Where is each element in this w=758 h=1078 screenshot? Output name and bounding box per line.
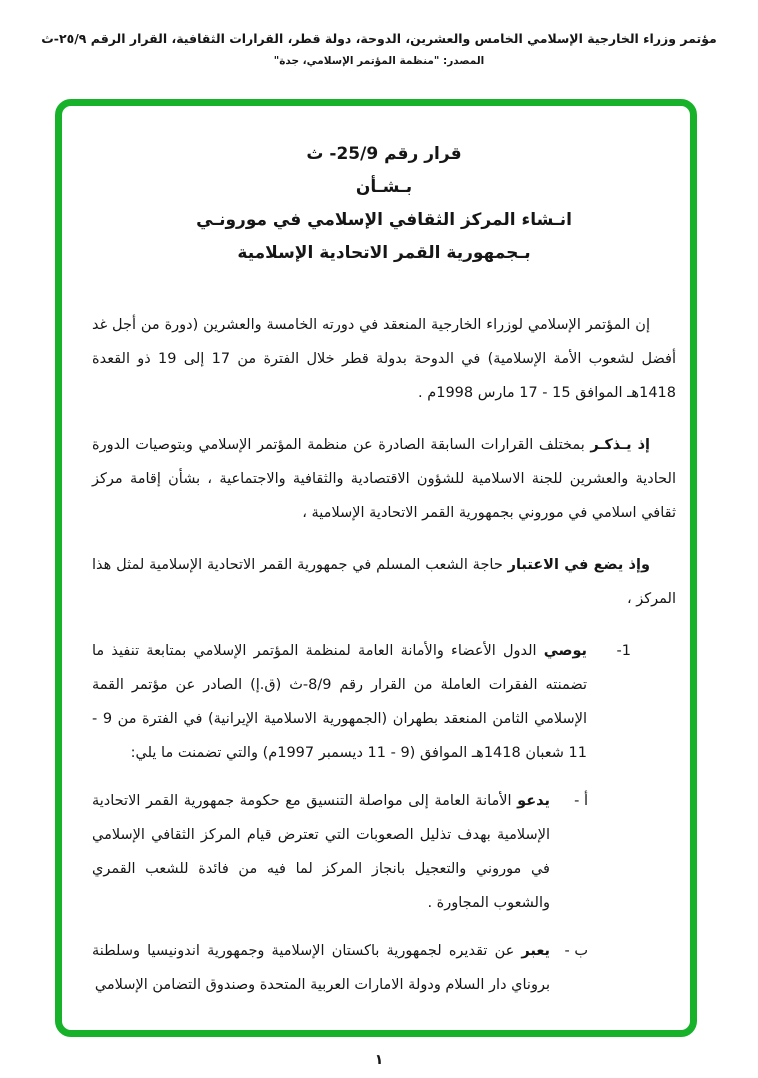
considering-paragraph [92, 548, 676, 616]
document-header [0, 30, 758, 69]
recalling-paragraph [92, 428, 676, 530]
list-subitem-b [92, 934, 588, 1002]
resolution-content [62, 106, 690, 1002]
header-source-line: مؤتمر وزراء الخارجية الإسلامي الخامس والعشرين، الدوحة، دولة قطر، القرارات الثقافية، القرار الرقم ٢٥/٩-ث [41, 31, 717, 46]
paragraph-lead: وإذ يضع في الاعتبار [507, 557, 650, 573]
title-subject-line2: بـجمهورية القمر الاتحادية الإسلامية [237, 243, 531, 263]
resolution-title [92, 138, 676, 270]
list-item-lead: يوصي [543, 643, 587, 659]
header-publisher-line: المصدر: "منظمة المؤتمر الإسلامي، جدة" [273, 55, 485, 67]
paragraph-text: إن المؤتمر الإسلامي لوزراء الخارجية المنعقد في دورته الخامسة والعشرين (دورة من أجل غد أفضل لشعوب الأمة الإسلامية) في الدوحة بدولة قطر خلال الفترة من 17 إلى 19 ذو القعدة 1418هـ الموافق 15 - 17 مارس 1998م . [92, 317, 676, 401]
title-concerning: بـشـأن [355, 177, 413, 197]
list-subitem-a [92, 784, 588, 920]
title-subject-line1: انـشاء المركز الثقافي الإسلامي في مورونـي [196, 210, 572, 230]
paragraph-lead: إذ يـذكـر [590, 437, 650, 453]
list-subitem-a-marker: أ - [574, 793, 588, 809]
list-subitem-b-marker: ب - [564, 943, 588, 959]
list-subitem-a-text [92, 784, 550, 920]
resolution-frame [55, 99, 697, 1037]
list-item-1-text [92, 634, 587, 770]
list-item-body: الأمانة العامة إلى مواصلة التنسيق مع حكومة جمهورية القمر الاتحادية الإسلامية بهدف تذليل الصعوبات التي تعترض قيام المركز الثقافي الإسلامي في موروني والتعجيل بانجاز المركز لما فيه من فائدة للشعب القمري والشعوب المجاورة . [92, 793, 550, 911]
preamble-paragraph [92, 308, 676, 410]
list-item-body: الدول الأعضاء والأمانة العامة لمنظمة المؤتمر الإسلامي بمتابعة تنفيذ ما تضمنته الفقرات العاملة من القرار رقم 8/9-ث (ق.إ) الصادر عن مؤتمر القمة الإسلامي الثامن المنعقد بطهران (الجمهورية الاسلامية الإيرانية) في الفترة من 9 - 11 شعبان 1418هـ الموافق (9 - 11 ديسمبر 1997م) والتي تضمنت ما يلي: [92, 643, 588, 761]
list-item-1 [92, 634, 631, 770]
list-subitem-b-text [92, 934, 550, 1002]
list-item-lead: يدعو [517, 793, 550, 809]
title-resolution-number: قرار رقم 25/9- ث [306, 144, 462, 164]
list-item-1-marker: 1- [616, 643, 631, 659]
page-number: ١ [374, 1052, 384, 1068]
list-item-lead: يعبر [521, 943, 550, 959]
list-item-body: عن تقديره لجمهورية باكستان الإسلامية وجمهورية اندونيسيا وسلطنة بروناي دار السلام ودولة الامارات العربية المتحدة وصندوق التضامن الإسلامي [92, 943, 550, 993]
paragraph-text: حاجة الشعب المسلم في جمهورية القمر الاتحادية الإسلامية لمثل هذا المركز ، [92, 557, 676, 607]
paragraph-text: بمختلف القرارات السابقة الصادرة عن منظمة المؤتمر الإسلامي وبتوصيات الدورة الحادية والعشرين للجنة الاسلامية للشؤون الاقتصادية والثقافية والاجتماعية ، بشأن إقامة مركز ثقافي اسلامي في موروني بجمهورية القمر الاتحادية الإسلامية ، [92, 437, 676, 521]
